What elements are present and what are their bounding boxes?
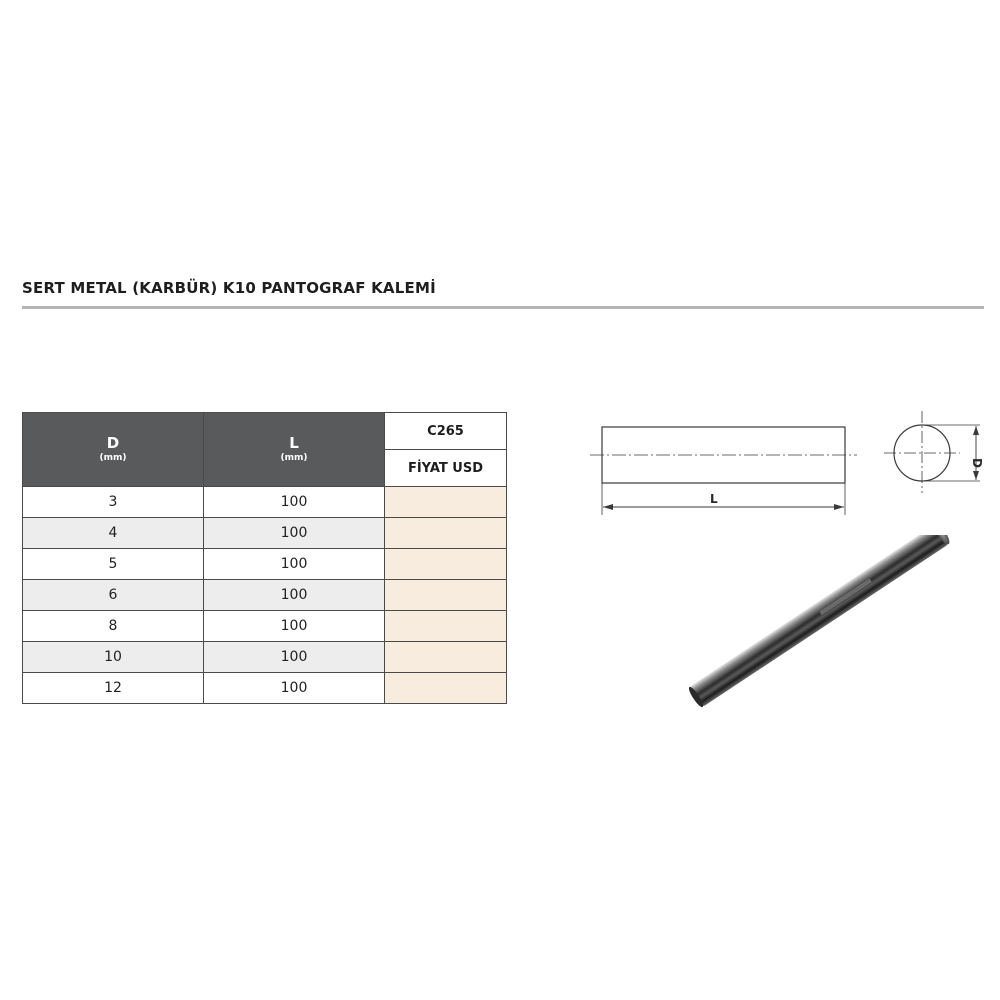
cell-l: 100 (204, 642, 385, 673)
cell-price (385, 549, 507, 580)
rod-end-view-drawing (880, 405, 990, 495)
arrow-left-icon (603, 504, 613, 510)
cell-price (385, 642, 507, 673)
header-l-label: L (289, 434, 299, 452)
cell-price (385, 518, 507, 549)
table-row (23, 518, 507, 549)
cell-d: 6 (23, 580, 204, 611)
header-l (204, 413, 385, 487)
carbide-rod-image (665, 535, 955, 725)
arrow-down-icon (973, 471, 979, 480)
cell-l: 100 (204, 487, 385, 518)
cell-price (385, 673, 507, 704)
header-price: FİYAT USD (385, 450, 507, 487)
table-row (23, 642, 507, 673)
table-row (23, 580, 507, 611)
table-row (23, 611, 507, 642)
spec-table (22, 412, 507, 704)
cell-l: 100 (204, 611, 385, 642)
header-d (23, 413, 204, 487)
title-divider (22, 306, 984, 309)
header-d-unit: (mm) (99, 453, 127, 463)
cell-price (385, 487, 507, 518)
page-title: SERT METAL (KARBÜR) K10 PANTOGRAF KALEMİ (22, 279, 436, 297)
cell-l: 100 (204, 549, 385, 580)
table-row (23, 549, 507, 580)
rod-body (689, 535, 948, 707)
header-l-unit: (mm) (280, 453, 308, 463)
cell-d: 8 (23, 611, 204, 642)
cell-d: 5 (23, 549, 204, 580)
table-row (23, 673, 507, 704)
cell-l: 100 (204, 518, 385, 549)
cell-price (385, 611, 507, 642)
cell-d: 4 (23, 518, 204, 549)
length-label: L (710, 492, 718, 506)
rod-side-view-drawing (585, 415, 860, 525)
arrow-right-icon (834, 504, 844, 510)
cell-d: 10 (23, 642, 204, 673)
cell-l: 100 (204, 580, 385, 611)
arrow-up-icon (973, 426, 979, 435)
table-row (23, 487, 507, 518)
header-d-label: D (106, 434, 120, 452)
header-code: C265 (385, 413, 507, 450)
cell-l: 100 (204, 673, 385, 704)
cell-d: 12 (23, 673, 204, 704)
cell-price (385, 580, 507, 611)
cell-d: 3 (23, 487, 204, 518)
diameter-label: D (970, 458, 984, 468)
